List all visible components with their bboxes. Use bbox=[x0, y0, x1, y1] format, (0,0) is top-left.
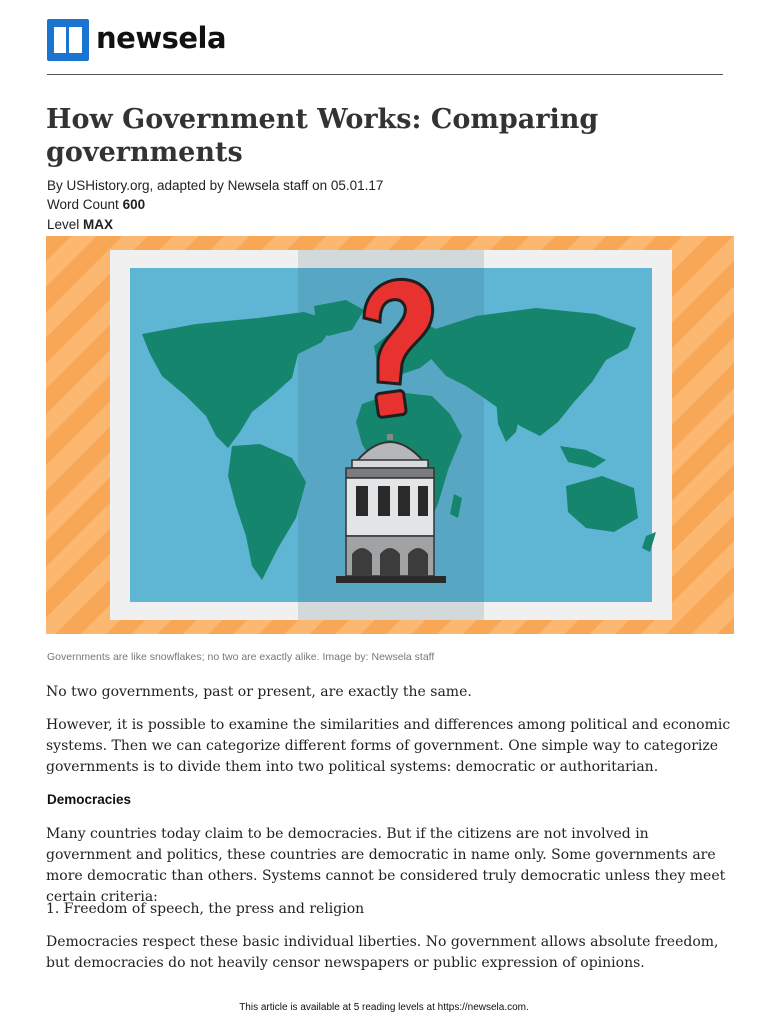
list-item-freedom: 1. Freedom of speech, the press and religion bbox=[46, 901, 365, 917]
footer-note: This article is available at 5 reading levels at https://newsela.com. bbox=[239, 1002, 529, 1013]
paragraph-5: Democracies respect these basic individual liberties. No government allows absolute freedom, but democracies do not heavily censor newspapers or public expression of opinions. bbox=[46, 934, 719, 971]
byline: By USHistory.org, adapted by Newsela staff on 05.01.17 bbox=[47, 178, 384, 193]
level-value: MAX bbox=[83, 217, 114, 232]
word-count-label: Word Count bbox=[47, 197, 119, 212]
image-caption: Governments are like snowflakes; no two are exactly alike. Image by: Newsela staff bbox=[47, 651, 435, 663]
newsela-logo-icon[interactable] bbox=[47, 19, 89, 61]
paragraph-1: No two governments, past or present, are exactly the same. bbox=[46, 684, 472, 700]
paragraph-2: However, it is possible to examine the similarities and differences among political and economic systems. Then we can categorize different forms of government. One simple way to categorize governments is to divide them into two political systems: democratic or authoritarian. bbox=[46, 717, 731, 775]
level-label: Level bbox=[47, 217, 80, 232]
brand-name[interactable]: newsela bbox=[96, 21, 227, 55]
word-count bbox=[47, 197, 145, 212]
paragraph-3: Many countries today claim to be democracies. But if the citizens are not involved in government and politics, these countries are democratic in name only. Some governments are more democratic than others. Systems cannot be considered truly democratic unless they meet certain criteria: bbox=[46, 826, 726, 905]
header-divider bbox=[47, 74, 723, 75]
capitol-building-icon bbox=[46, 236, 734, 634]
header bbox=[47, 19, 723, 75]
article-title: How Government Works: Comparing governments bbox=[46, 104, 599, 168]
hero-image bbox=[46, 236, 734, 634]
word-count-value: 600 bbox=[122, 197, 146, 212]
reading-level bbox=[47, 217, 113, 232]
section-heading-democracies: Democracies bbox=[47, 792, 132, 807]
